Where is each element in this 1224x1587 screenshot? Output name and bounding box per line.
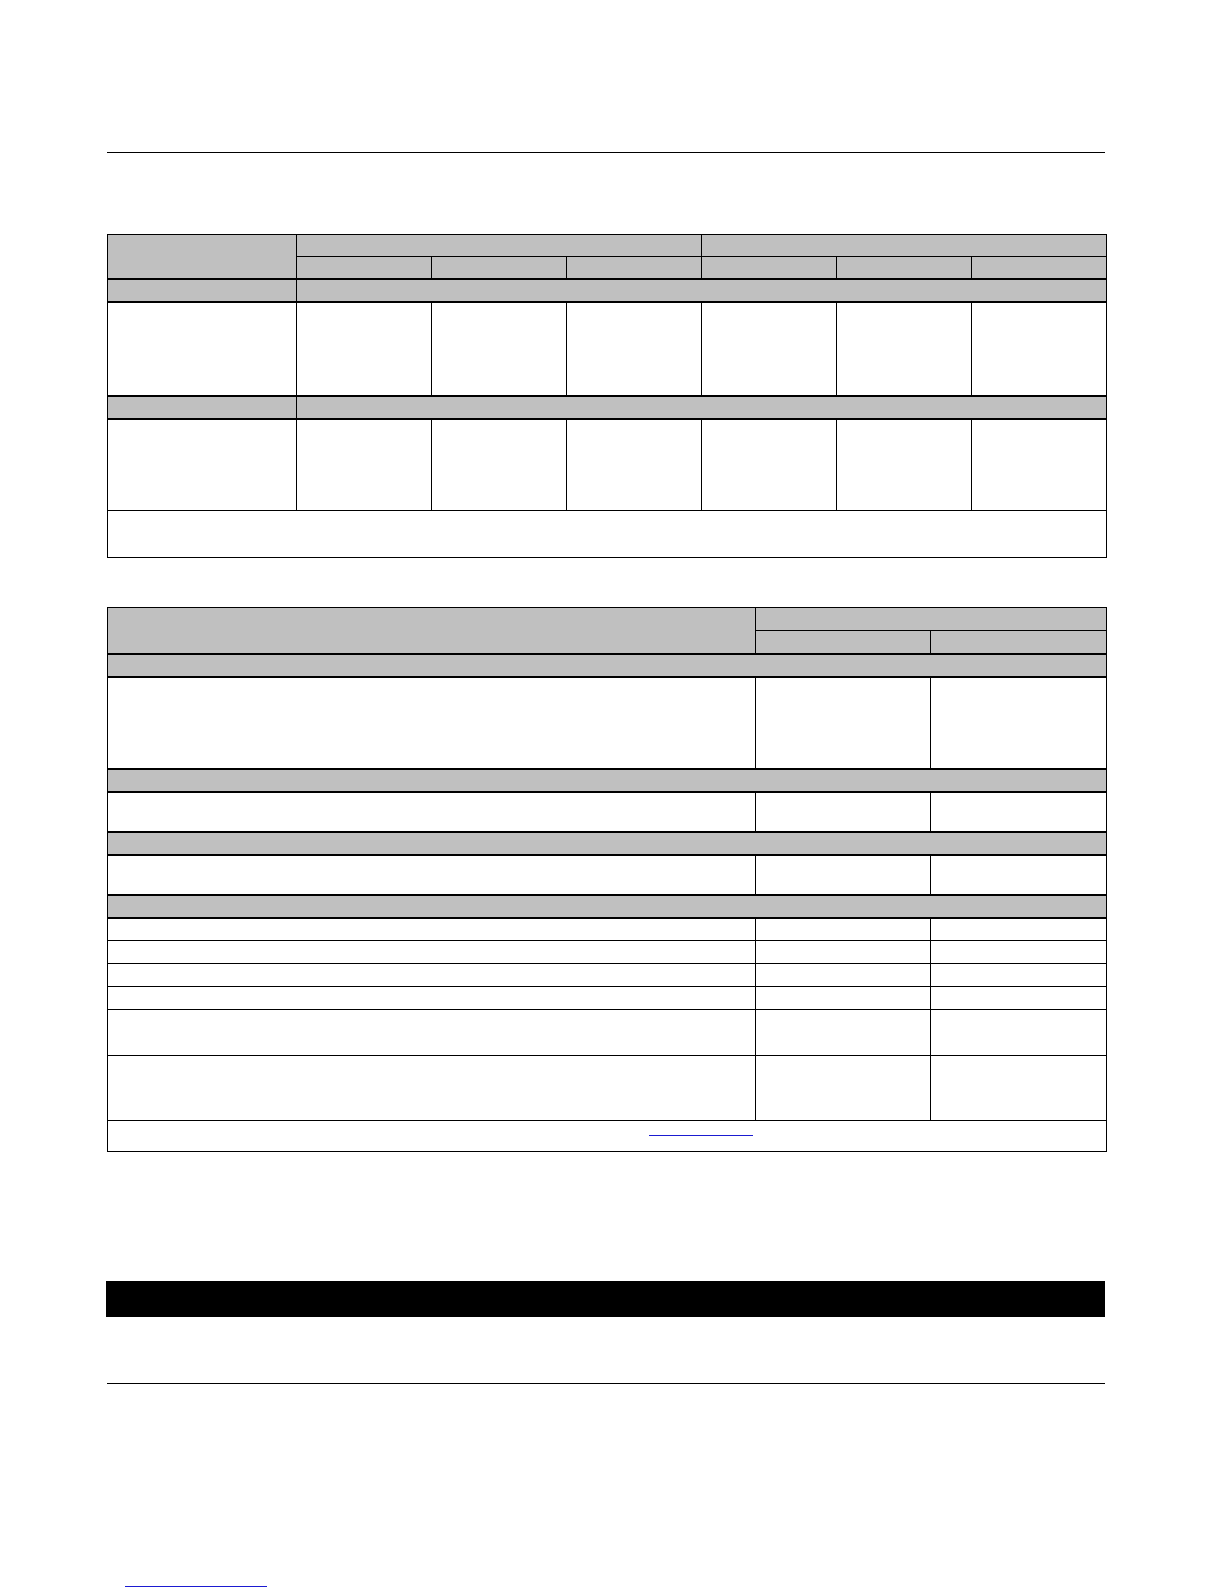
table2-row-label (108, 1010, 756, 1056)
table2-cell (931, 941, 1107, 964)
table2-cell (756, 677, 931, 769)
table2-cell (756, 941, 931, 964)
table2-row-label (108, 1056, 756, 1121)
table2-row-label (108, 855, 756, 895)
header-rule (107, 152, 1105, 153)
table1-cell (297, 302, 432, 396)
table2-column-header (931, 631, 1107, 654)
data-table-2 (107, 607, 1107, 1152)
footer-link[interactable] (125, 1572, 267, 1587)
table2-cell (931, 987, 1107, 1010)
table1-cell (108, 302, 297, 396)
table1-cell (702, 419, 837, 511)
table1-section-banner (297, 279, 1107, 302)
table2-cell (756, 855, 931, 895)
table1-footnote (108, 511, 1107, 558)
table2-cell (931, 855, 1107, 895)
table1-corner-cell (108, 235, 297, 279)
table1-column-header (837, 257, 972, 279)
table1-cell (432, 302, 567, 396)
table1-column-header (567, 257, 702, 279)
table2-cell (931, 964, 1107, 987)
table2-group-header (756, 608, 1107, 631)
table2-column-header (756, 631, 931, 654)
table1-column-header (432, 257, 567, 279)
table2-cell (756, 964, 931, 987)
table1-cell (432, 419, 567, 511)
table2-row-label (108, 941, 756, 964)
table2-row-label (108, 677, 756, 769)
table1-cell (702, 302, 837, 396)
table2-row-label (108, 964, 756, 987)
table1-column-header (702, 257, 837, 279)
table2-cell (931, 918, 1107, 941)
table2-row-label (108, 792, 756, 832)
table1-column-header (972, 257, 1107, 279)
table2-cell (756, 918, 931, 941)
table1-section-label (108, 279, 297, 302)
table2-row-label (108, 918, 756, 941)
table1-cell (972, 419, 1107, 511)
table2-row-label (108, 987, 756, 1010)
table1-group-header (702, 235, 1107, 257)
table2-section-banner (108, 654, 1107, 677)
data-table-1 (107, 234, 1107, 558)
table1-section-banner (297, 396, 1107, 419)
table1-cell (837, 302, 972, 396)
table1-section-label (108, 396, 297, 419)
table2-section-banner (108, 832, 1107, 855)
table1-column-header (297, 257, 432, 279)
table1-cell (567, 419, 702, 511)
table2-section-banner (108, 895, 1107, 918)
table2-corner-cell (108, 608, 756, 654)
table2-footnote (108, 1121, 1107, 1152)
table1-cell (972, 302, 1107, 396)
table2-cell (931, 1010, 1107, 1056)
table2-cell (931, 677, 1107, 769)
table1-cell (108, 419, 297, 511)
table2-cell (931, 792, 1107, 832)
table2-cell (756, 987, 931, 1010)
table2-cell (756, 1056, 931, 1121)
table2-cell (931, 1056, 1107, 1121)
table1-cell (837, 419, 972, 511)
footer-rule (107, 1383, 1105, 1384)
section-title-bar (106, 1281, 1105, 1317)
section-title (106, 1291, 112, 1307)
table2-cell (756, 1010, 931, 1056)
table1-cell (567, 302, 702, 396)
table2-section-banner (108, 769, 1107, 792)
table2-footnote-link[interactable] (649, 1123, 753, 1136)
table1-group-header (297, 235, 702, 257)
table1-cell (297, 419, 432, 511)
table2-cell (756, 792, 931, 832)
